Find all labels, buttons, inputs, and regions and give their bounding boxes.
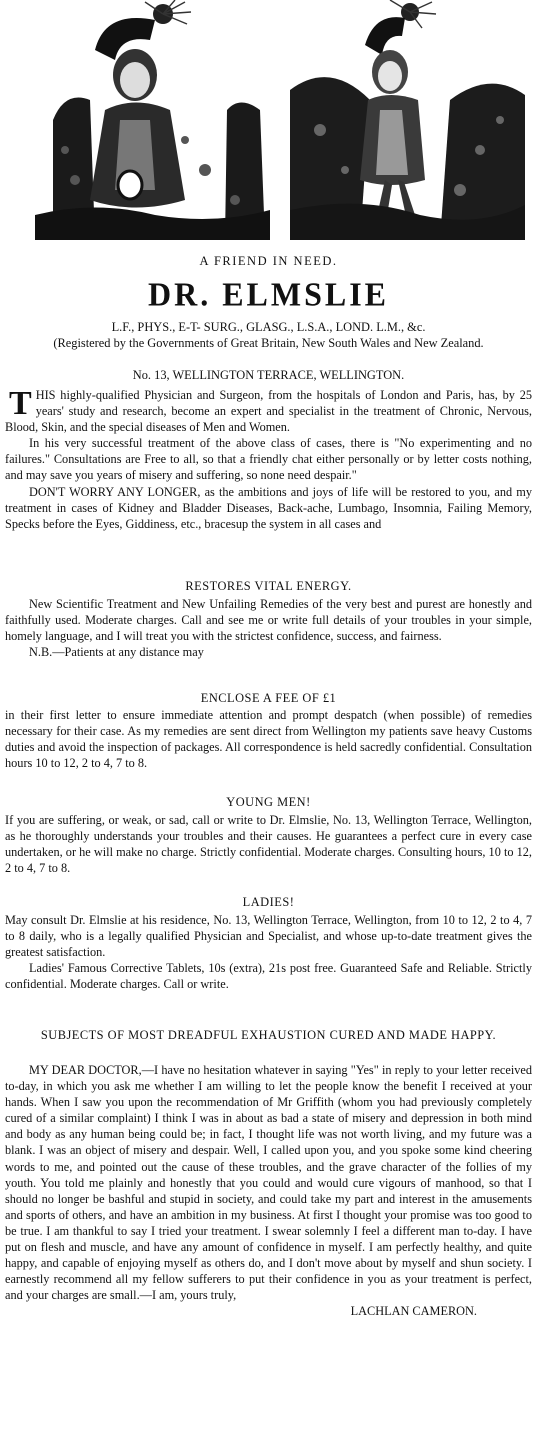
address-line: No. 13, WELLINGTON TERRACE, WELLINGTON. (132, 368, 405, 382)
intro-paragraph (5, 387, 532, 435)
credentials-line: L.F., PHYS., E-T- SURG., GLASG., L.S.A., LOND. L.M., &c. (111, 320, 426, 334)
intro-paragraph-text: HIS highly-qualified Physician and Surgeon, from the hospitals of London and Paris, has, by 25 years' study and research, become an expert and specialist in the treatment of Chronic, Nervous, Blood, Skin, and the special diseases of Men and Women. (5, 388, 532, 435)
treatment-paragraph: New Scientific Treatment and New Unfailing Remedies of the very best and purest are honestly and faithfully used. Moderate charges. Call and see me or write full details of your troubles in your simple, homely language, and I will treat you with the strictest confidence, success, and fairness. (5, 597, 532, 644)
testimonial-signature: LACHLAN CAMERON. (350, 1304, 477, 1319)
young-men-paragraph: If you are suffering, or weak, or sad, call or write to Dr. Elmslie, No. 13, Wellington Terrace, Wellington, as he thoroughly understands your troubles and their causes. He guarantees a perfect cure in every case undertaken, or he will make no charge. Strictly confidential. Moderate charges. Consulting hours, 10 to 12, 2 to 4, 7 to 8. (5, 813, 532, 876)
woman-with-lamp-illustration (290, 0, 525, 240)
young-men-heading: YOUNG MEN! (226, 795, 311, 809)
testimonial-heading: SUBJECTS OF MOST DREADFUL EXHAUSTION CURED AND MADE HAPPY. (40, 1028, 497, 1042)
treatment-section (5, 596, 532, 660)
dont-worry-paragraph: DON'T WORRY ANY LONGER, as the ambitions and joys of life will be restored to you, and my treatment in cases of Kidney and Bladder Diseases, Back-ache, Lumbago, Insomnia, Failing Memory, Specks before the Eyes, Giddiness, etc., bracesup the system in all cases and (5, 484, 532, 531)
ladies-heading: LADIES! (242, 895, 295, 909)
nb-paragraph: N.B.—Patients at any distance may (29, 645, 204, 660)
testimonial-letter (5, 1062, 532, 1320)
restores-vital-energy-heading: RESTORES VITAL ENERGY. (185, 579, 352, 593)
registration-line: (Registered by the Governments of Great Britain, New South Wales and New Zealand. (53, 336, 484, 350)
testimonial-letter-text: MY DEAR DOCTOR,—I have no hesitation whatever in saying "Yes" in reply to your letter received to-day, in which you ask me whether I am willing to let the people know the benefit I received at your hands. When I saw you upon the recommendation of Mr Griffith (whom you had previously completely cured of a similar complaint) I think I was in about as bad a state of misery and depression in both mind and body as any human being could be; in fact, I thought life was not worth living, and my future was a blank. I was an object of misery and despair. Well, I called upon you, and you spoke some kind cheering words to me, and pointed out the cause of these troubles, and the grave character of the follies of my youth. You told me plainly and honestly that you could and would cure vigours of manhood, so that I should no longer be bashful and stupid in society, and could take my part and interest in the amusements and sports of others, and have an ambition in my business. At first I thought your promise was too good to be true. I am thankful to say I tried your treatment. I swear solemnly I feel a different man to-day. I have put on flesh and muscle, and have any amount of confidence in myself. I am perfectly healthy, and quite happy, and capable of enjoying myself as others do, and I don't move about by myself and shun society. I earnestly recommend all my fellow sufferers to put their confidence in you as your treatment is perfect, and your charges are small.—I am, yours truly, (5, 1063, 532, 1303)
headline-friend-in-need: A FRIEND IN NEED. (199, 254, 338, 268)
fee-heading: ENCLOSE A FEE OF £1 (200, 691, 337, 705)
doctor-name-heading: DR. ELMSLIE (147, 275, 390, 313)
ladies-section (5, 912, 532, 992)
woman-with-lamp-illustration (35, 0, 270, 240)
intro-section (5, 387, 532, 532)
figure-illustration-right (290, 0, 525, 240)
drop-cap: T (9, 385, 32, 422)
consultation-paragraph: In his very successful treatment of the above class of cases, there is "No experimenting and no failures." Consultations are Free to all, so that a friendly chat either personally or by letter costs nothing, and may save you years of misery and suffering, so none need despair." (5, 436, 532, 483)
fee-paragraph: in their first letter to ensure immediate attention and prompt despatch (when possible) of remedies necessary for their case. As my remedies are sent direct from Wellington my patients save heavy Customs duties and avoid the inspection of packages. All correspondence is held sacredly confidential. Consultation hours 10 to 12, 2 to 4, 7 to 8. (5, 708, 532, 771)
ladies-tablets-paragraph: Ladies' Famous Corrective Tablets, 10s (extra), 21s post free. Guaranteed Safe and Reliable. Strictly confidential. Moderate charges. Call or write. (5, 961, 532, 992)
ladies-paragraph: May consult Dr. Elmslie at his residence, No. 13, Wellington Terrace, Wellington, from 10 to 12, 2 to 4, 7 to 8 daily, who is a legally qualified Physician and Specialist, and whose up-to-date treatment gives the greatest satisfaction. (5, 913, 532, 960)
figure-illustration-left (35, 0, 270, 240)
illustrations (0, 0, 537, 240)
